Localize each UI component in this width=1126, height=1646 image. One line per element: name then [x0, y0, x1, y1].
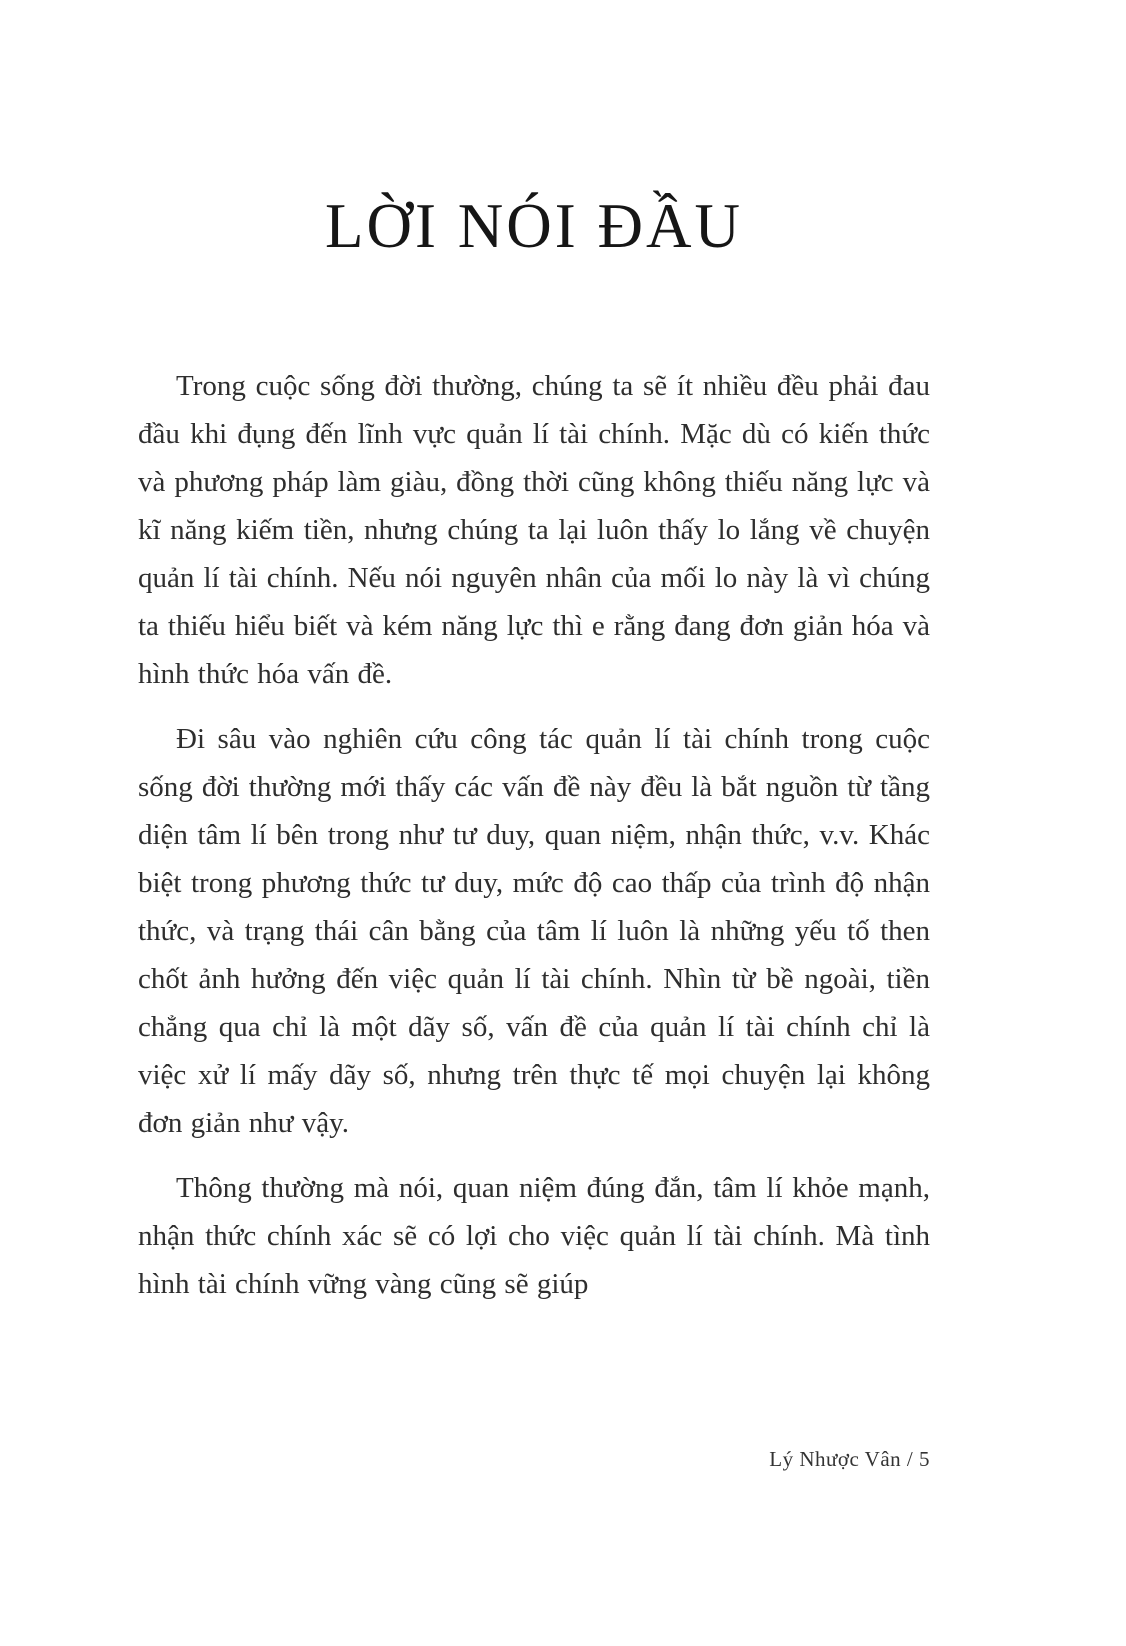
paragraph-2: Đi sâu vào nghiên cứu công tác quản lí tài chính trong cuộc sống đời thường mới thấy các vấn đề này đều là bắt nguồn từ tầng diện tâm lí bên trong như tư duy, quan niệm, nhận thức, v.v. Khác biệt trong phương thức tư duy, mức độ cao thấp của trình độ nhận thức, và trạng thái cân bằng của tâm lí luôn là những yếu tố then chốt ảnh hưởng đến việc quản lí tài chính. Nhìn từ bề ngoài, tiền chẳng qua chỉ là một dãy số, vấn đề của quản lí tài chính chỉ là việc xử lí mấy dãy số, nhưng trên thực tế mọi chuyện lại không đơn giản như vậy. [138, 723, 930, 1139]
paragraph-1: Trong cuộc sống đời thường, chúng ta sẽ ít nhiều đều phải đau đầu khi đụng đến lĩnh vực quản lí tài chính. Mặc dù có kiến thức và phương pháp làm giàu, đồng thời cũng không thiếu năng lực và kĩ năng kiếm tiền, nhưng chúng ta lại luôn thấy lo lắng về chuyện quản lí tài chính. Nếu nói nguyên nhân của mối lo này là vì chúng ta thiếu hiểu biết và kém năng lực thì e rằng đang đơn giản hóa và hình thức hóa vấn đề. [138, 370, 930, 690]
body-text [138, 362, 930, 1325]
paragraph-3: Thông thường mà nói, quan niệm đúng đắn, tâm lí khỏe mạnh, nhận thức chính xác sẽ có lợi cho việc quản lí tài chính. Mà tình hình tài chính vững vàng cũng sẽ giúp [138, 1172, 930, 1300]
page-footer: Lý Nhược Vân / 5 [769, 1447, 930, 1471]
page-title: LỜI NÓI ĐẦU [325, 191, 743, 261]
